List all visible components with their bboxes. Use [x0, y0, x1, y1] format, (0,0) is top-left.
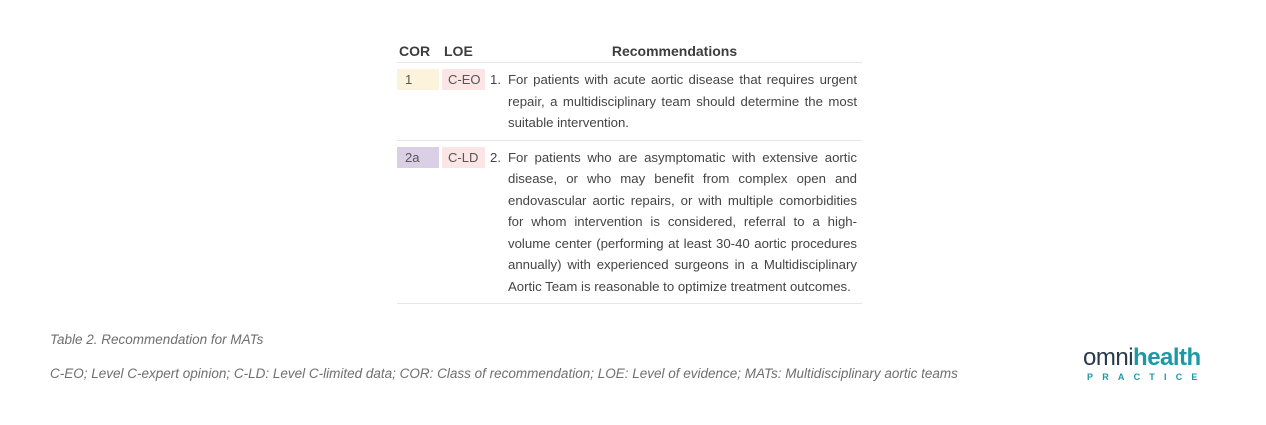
- logo-prefix: omni: [1083, 344, 1134, 371]
- logo-name: health: [1133, 344, 1201, 371]
- logo-tagline: PRACTICE: [1087, 372, 1207, 382]
- cor-badge: 1: [397, 69, 439, 90]
- table-row: [397, 141, 862, 305]
- recommendation-number: 2.: [490, 149, 501, 165]
- table-caption: Table 2. Recommendation for MATs: [50, 332, 264, 347]
- table-footnote: C-EO; Level C-expert opinion; C-LD: Level C-limited data; COR: Class of recommendation; LOE: Level of evidence; MATs: Multidisciplinary aortic teams: [50, 366, 958, 381]
- table-row: [397, 63, 862, 141]
- recommendation-number: 1.: [490, 72, 501, 87]
- recommendation-table: [397, 40, 862, 304]
- loe-badge: C-EO: [442, 69, 485, 90]
- header-recommendations: Recommendations: [611, 43, 738, 59]
- omnihealth-logo: [1083, 345, 1223, 385]
- recommendation-text: For patients with acute aortic disease that requires urgent repair, a multidisciplinary team should determine the most suitable intervention.: [508, 72, 857, 130]
- recommendation-text: For patients who are asymptomatic with extensive aortic disease, or who may benefit from complex open and endovascular aortic repairs, or with multiple comorbidities for whom intervention is considered, referral to a high-volume center (performing at least 30-40 aortic procedures annually) with experienced surgeons in a Multidisciplinary Aortic Team is reasonable to optimize treatment outcomes.: [508, 149, 857, 294]
- cor-badge: 2a: [397, 147, 439, 168]
- table-header: [397, 40, 862, 63]
- header-loe: LOE: [444, 43, 473, 59]
- loe-badge: C-LD: [442, 147, 485, 168]
- header-cor: COR: [399, 43, 431, 59]
- logo-wordmark: [1083, 345, 1223, 371]
